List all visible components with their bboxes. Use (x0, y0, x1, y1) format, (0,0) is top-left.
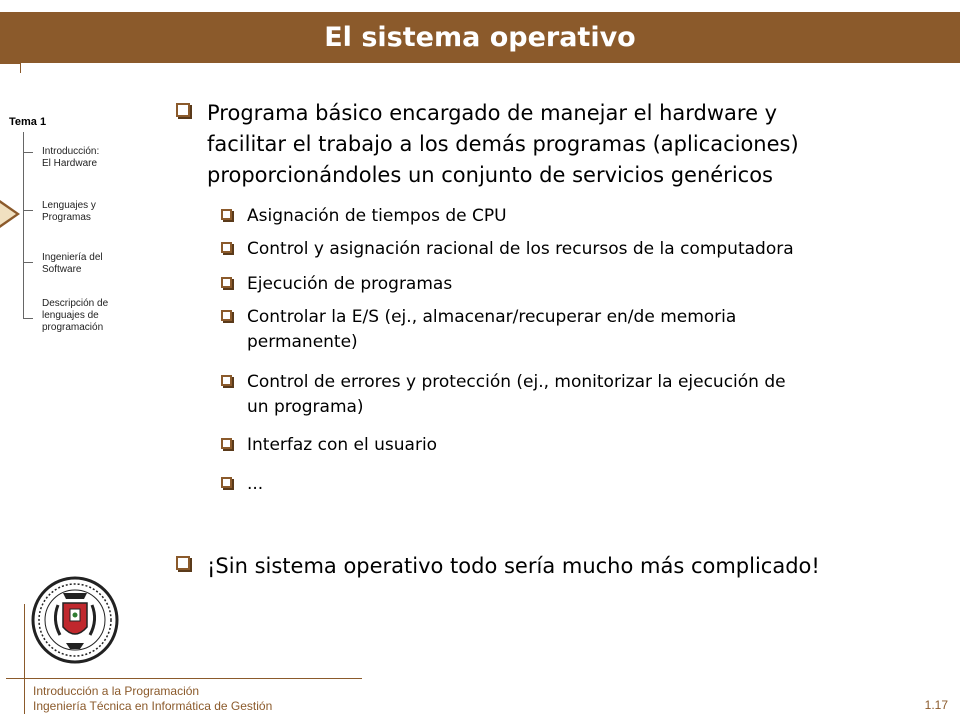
conclusion-text: ¡Sin sistema operativo todo sería mucho más complicado! (207, 554, 820, 578)
main-bullet (176, 98, 946, 191)
nav-item-software[interactable] (42, 252, 142, 276)
nav-tick (23, 262, 33, 263)
page-number: 1.17 (924, 698, 948, 712)
sub-bullet (221, 472, 951, 497)
nav-item-line: lenguajes de (42, 310, 99, 321)
topic-label: Tema 1 (9, 116, 47, 128)
main-bullet-line: Programa básico encargado de manejar el hardware y (207, 101, 778, 125)
nav-connector (23, 132, 24, 318)
sub-bullet (221, 237, 951, 262)
footer-rule-horizontal (6, 678, 362, 679)
nav-item-line: Introducción: (42, 146, 100, 157)
title-tick (20, 63, 21, 73)
checkbox-bullet-icon (221, 242, 232, 253)
sub-bullet-line: Asignación de tiempos de CPU (247, 206, 507, 226)
footer-rule-vertical (24, 604, 25, 714)
checkbox-bullet-icon (221, 310, 232, 321)
sub-bullet (221, 204, 951, 229)
sub-bullet-line: Interfaz con el usuario (247, 435, 438, 455)
sub-bullet (221, 370, 951, 420)
sub-bullet (221, 305, 951, 355)
nav-tick (23, 152, 33, 153)
nav-item-line: programación (42, 322, 104, 333)
nav-item-line: Ingeniería del (42, 252, 103, 263)
checkbox-bullet-icon (221, 438, 232, 449)
sub-bullet (221, 433, 951, 458)
sub-bullet-line: Control de errores y protección (ej., monitorizar la ejecución de (247, 372, 786, 392)
sub-bullet-line: Ejecución de programas (247, 274, 453, 294)
nav-tick (23, 210, 33, 211)
main-bullet-line: facilitar el trabajo a los demás programas (aplicaciones) (207, 132, 799, 156)
nav-item-hardware[interactable] (42, 146, 142, 170)
checkbox-bullet-icon (221, 375, 232, 386)
nav-item-line: El Hardware (42, 158, 98, 169)
sub-bullet-line: Control y asignación racional de los recursos de la computadora (247, 239, 794, 259)
checkbox-bullet-icon (221, 209, 232, 220)
checkbox-bullet-icon (176, 556, 190, 570)
sub-bullet-line: ... (247, 474, 264, 494)
checkbox-bullet-icon (221, 477, 232, 488)
nav-item-lenguajes[interactable] (42, 200, 142, 224)
sub-bullet (221, 272, 951, 297)
nav-item-line: Descripción de (42, 298, 109, 309)
nav-item-descripcion[interactable] (42, 298, 142, 334)
main-bullet-line: proporcionándoles un conjunto de servicios genéricos (207, 163, 773, 187)
nav-item-line: Software (42, 264, 82, 275)
checkbox-bullet-icon (176, 103, 190, 117)
current-section-arrow-fill (0, 203, 16, 225)
footer-course: Introducción a la Programación (33, 684, 200, 698)
checkbox-bullet-icon (221, 277, 232, 288)
footer-degree: Ingeniería Técnica en Informática de Gestión (33, 699, 273, 713)
sub-bullet-line: un programa) (247, 397, 364, 417)
nav-tick (23, 318, 33, 319)
sub-bullet-line: permanente) (247, 332, 358, 352)
nav-item-line: Programas (42, 212, 91, 223)
footer-text (33, 684, 272, 714)
title-rule (0, 63, 20, 64)
conclusion-bullet (176, 551, 946, 582)
university-seal-logo (30, 575, 120, 665)
sub-bullet-line: Controlar la E/S (ej., almacenar/recuperar en/de memoria (247, 307, 737, 327)
nav-item-line: Lenguajes y (42, 200, 96, 211)
slide-title: El sistema operativo (324, 22, 636, 53)
